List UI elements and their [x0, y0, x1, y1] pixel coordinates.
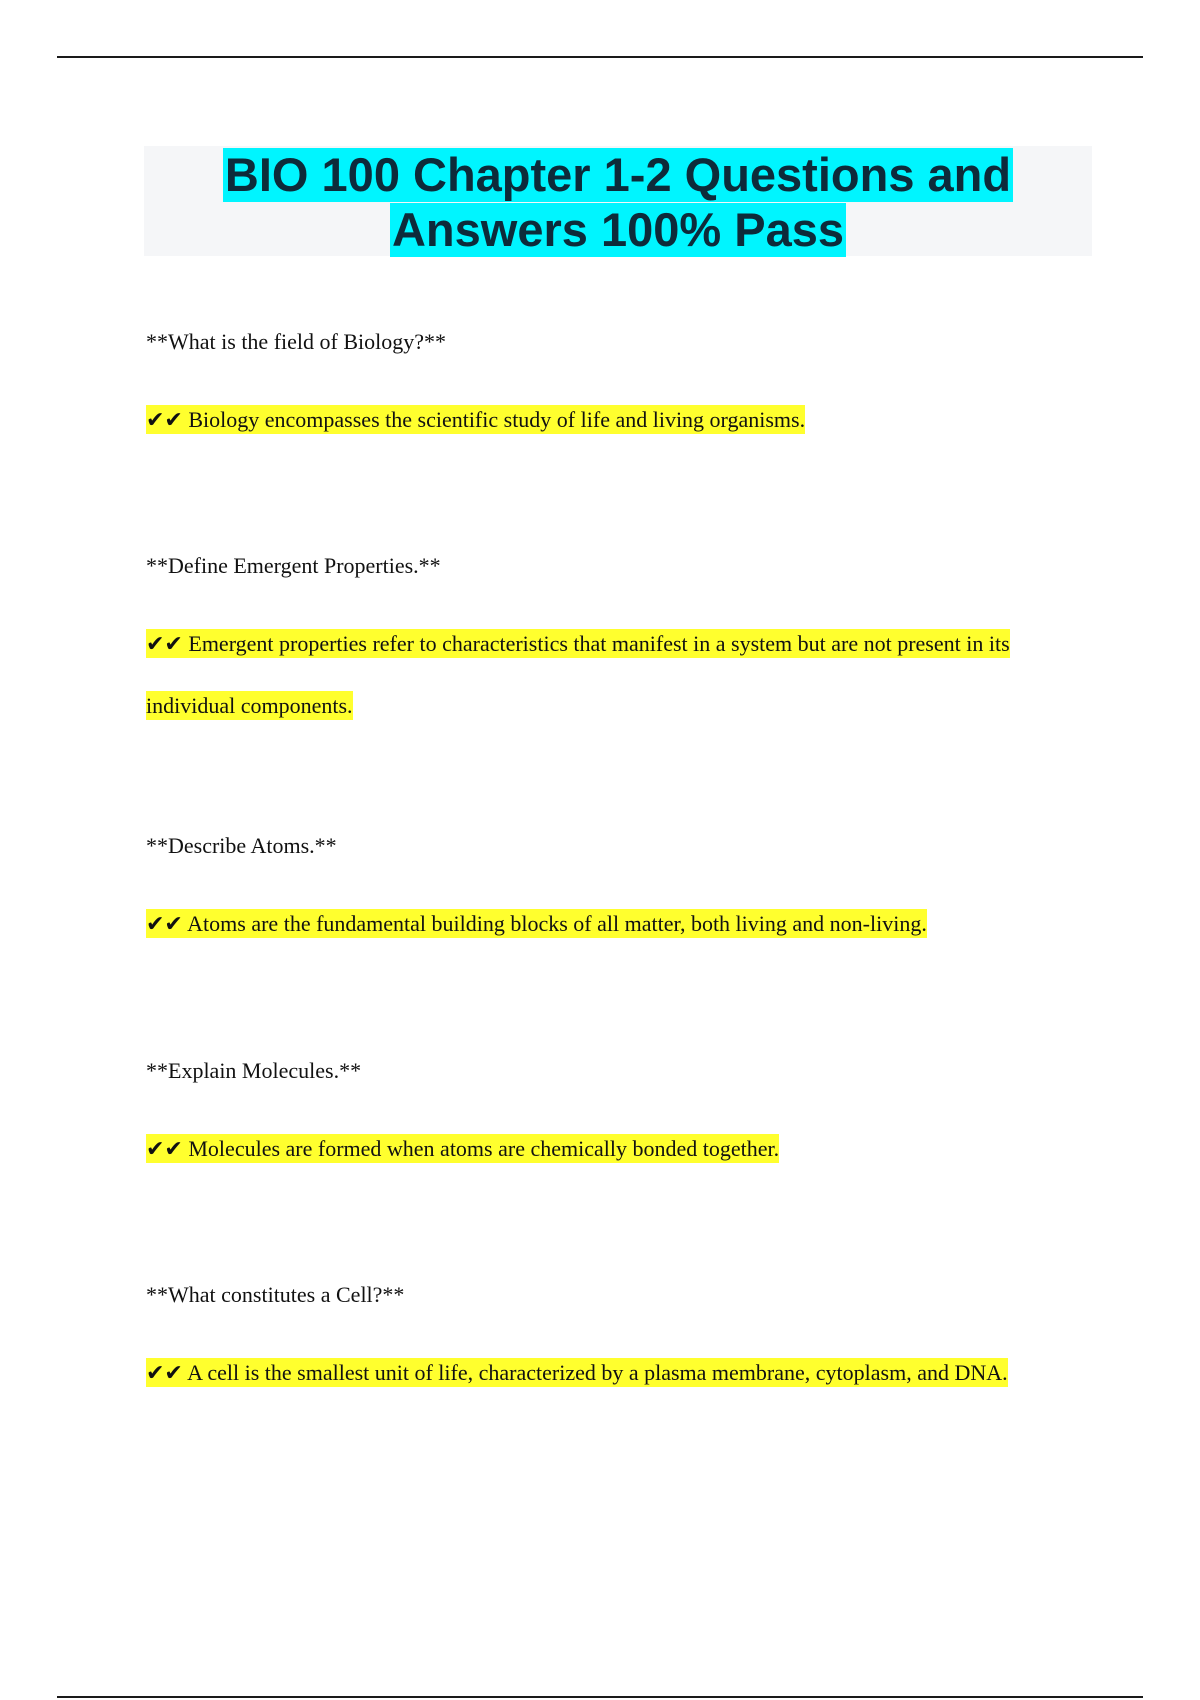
answer-body: Emergent properties refer to characteristics that manifest in a system but are not present in its individual components. — [146, 631, 1010, 718]
answer-highlight — [146, 1134, 779, 1163]
question-text: **What constitutes a Cell?** — [146, 1282, 405, 1307]
double-check-icon: ✔✔ — [146, 1361, 183, 1386]
answer-highlight — [146, 629, 1010, 720]
answer-body: Atoms are the fundamental building blocks of all matter, both living and non-living. — [187, 911, 927, 936]
question-text: **Describe Atoms.** — [146, 833, 337, 858]
double-check-icon: ✔✔ — [146, 408, 183, 433]
answer-text — [146, 389, 1086, 451]
answer-body: A cell is the smallest unit of life, characterized by a plasma membrane, cytoplasm, and DNA. — [187, 1360, 1008, 1385]
double-check-icon: ✔✔ — [146, 632, 183, 657]
answer-highlight — [146, 1358, 1008, 1387]
bottom-rule — [57, 1696, 1143, 1698]
answer-text — [146, 1342, 1086, 1404]
double-check-icon: ✔✔ — [146, 1137, 183, 1162]
question-text: **What is the field of Biology?** — [146, 329, 446, 354]
answer-body: Biology encompasses the scientific study of life and living organisms. — [188, 407, 806, 432]
page-title-line-2: Answers 100% Pass — [391, 203, 844, 256]
title-block — [144, 146, 1092, 256]
question-text: **Define Emergent Properties.** — [146, 553, 441, 578]
double-check-icon: ✔✔ — [146, 912, 183, 937]
top-rule — [57, 56, 1143, 58]
answer-text — [146, 893, 1086, 955]
page-title-line-1: BIO 100 Chapter 1-2 Questions and — [224, 148, 1012, 201]
question-text: **Explain Molecules.** — [146, 1058, 362, 1083]
answer-highlight — [146, 405, 805, 434]
answer-text — [146, 613, 1086, 736]
answer-body: Molecules are formed when atoms are chemically bonded together. — [188, 1136, 780, 1161]
answer-highlight — [146, 909, 927, 938]
answer-text — [146, 1118, 1086, 1180]
